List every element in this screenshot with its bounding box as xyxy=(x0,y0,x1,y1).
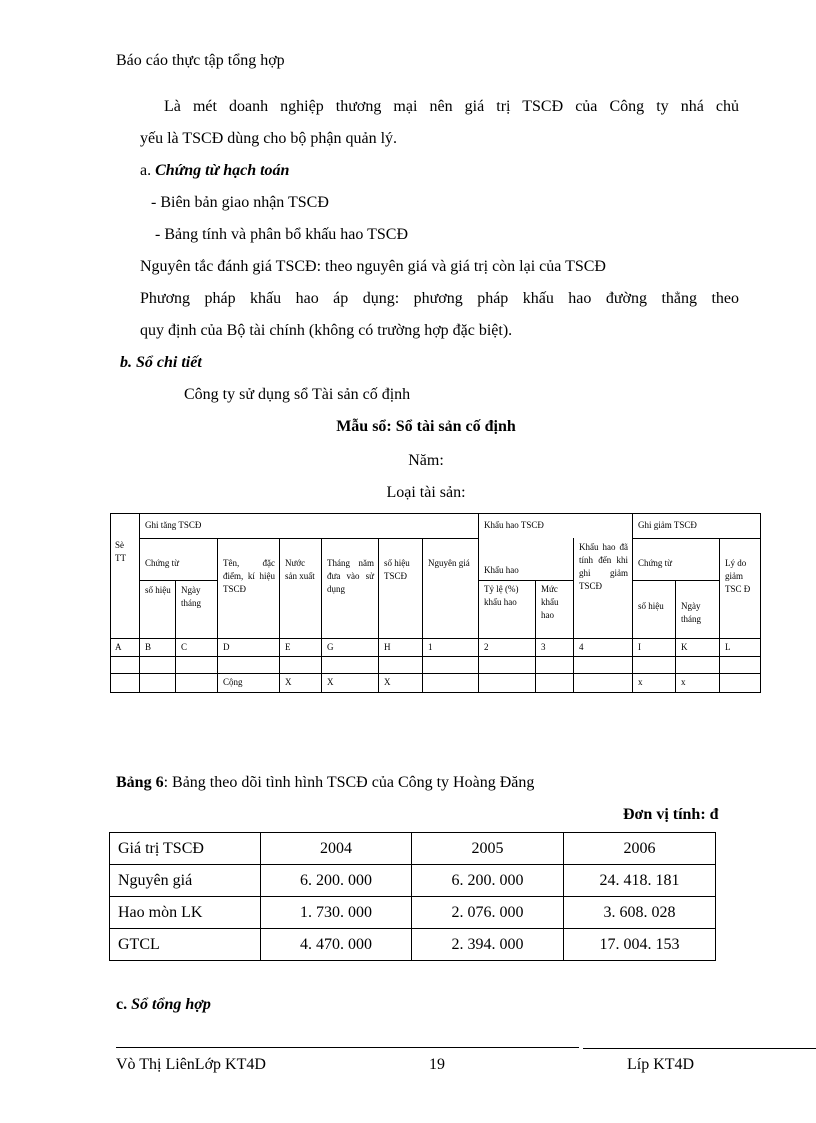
section-a-heading xyxy=(140,161,289,181)
header-cell: 2006 xyxy=(564,833,716,865)
table6-caption-label: Bảng 6 xyxy=(116,774,164,791)
value-cell: 17. 004. 153 xyxy=(564,929,716,961)
header-cell: Giá trị TSCĐ xyxy=(110,833,261,865)
col-voucher-no: số hiệu xyxy=(145,585,171,595)
footer-rule-right xyxy=(583,1048,816,1049)
value-cell: 4. 470. 000 xyxy=(261,929,412,961)
group-decrease: Ghi giảm TSCĐ xyxy=(638,520,697,530)
code-cell: A xyxy=(115,642,122,652)
table-header-row xyxy=(110,833,716,865)
bullet-item: - Biên bản giao nhận TSCĐ xyxy=(151,194,329,211)
group-increase: Ghi tăng TSCĐ xyxy=(145,520,202,530)
code-cell: K xyxy=(681,642,688,652)
unit-label: Đơn vị tính: đ xyxy=(623,806,719,823)
col-dep-rate: Tỷ lệ (%) khấu hao xyxy=(484,584,519,607)
section-c-prefix: c. xyxy=(116,996,128,1013)
col-name: Tên, đặc điểm, kí hiệu TSCĐ xyxy=(223,558,275,594)
x-mark: X xyxy=(285,677,292,687)
value-cell: 6. 200. 000 xyxy=(412,865,564,897)
bullet-item: - Bảng tính và phân bổ khấu hao TSCĐ xyxy=(155,226,409,243)
col-asset-no: số hiệu TSCĐ xyxy=(384,558,410,581)
col-voucher: Chứng từ xyxy=(145,558,180,568)
value-cell: 2. 076. 000 xyxy=(412,897,564,929)
x-mark: X xyxy=(327,677,334,687)
col-dep-accum: Khấu hao đã tính đến khi ghi giảm TSCĐ xyxy=(579,542,628,591)
x-mark: X xyxy=(384,677,391,687)
code-cell: 1 xyxy=(428,642,433,652)
paragraph-line: quy định của Bộ tài chính (không có trường hợp đặc biệt). xyxy=(140,322,513,339)
code-cell: 2 xyxy=(484,642,489,652)
col-dep-amount: Mức khấu hao xyxy=(541,584,559,620)
paragraph-line: Nguyên tắc đánh giá TSCĐ: theo nguyên giá và giá trị còn lại của TSCĐ xyxy=(140,258,606,275)
section-b-heading: b. Sổ chi tiết xyxy=(120,354,202,371)
code-cell: 4 xyxy=(579,642,584,652)
value-cell: 3. 608. 028 xyxy=(564,897,716,929)
row-label: GTCL xyxy=(110,929,261,961)
group-depreciation: Khấu hao TSCĐ xyxy=(484,520,544,530)
col-cost: Nguyên giá xyxy=(428,558,470,568)
col-country: Nước sản xuất xyxy=(285,558,315,581)
header-cell: 2005 xyxy=(412,833,564,865)
code-cell: C xyxy=(181,642,188,652)
value-cell: 1. 730. 000 xyxy=(261,897,412,929)
x-mark: x xyxy=(638,677,643,687)
form-asset-type: Loại tài sản: xyxy=(386,484,466,501)
row-label: Nguyên giá xyxy=(110,865,261,897)
code-cell: 3 xyxy=(541,642,546,652)
paragraph-line: Công ty sử dụng sổ Tài sản cố định xyxy=(184,386,411,403)
col-month-used: Tháng năm đưa vào sử dụng xyxy=(327,558,374,594)
col-dec-voucher: Chứng từ xyxy=(638,558,673,568)
table6-caption xyxy=(116,773,534,793)
col-depreciation: Khấu hao xyxy=(484,565,519,575)
footer-author: Vò Thị LiênLớp KT4D xyxy=(116,1056,266,1073)
footer-page-number: 19 xyxy=(429,1056,445,1073)
col-seq: Sè TT xyxy=(115,540,126,563)
paragraph-line: Phương pháp khấu hao áp dụng: phương pháp khấu hao đường thẳng theo xyxy=(140,290,739,307)
asset-summary-table xyxy=(109,832,716,961)
col-voucher-date: Ngày tháng xyxy=(181,585,201,608)
form-year: Năm: xyxy=(408,452,444,469)
code-cell: G xyxy=(327,642,334,652)
col-dec-reason: Lý do giảm TSC Đ xyxy=(725,558,751,594)
footer-class: Líp KT4D xyxy=(627,1056,695,1073)
code-cell: D xyxy=(223,642,230,652)
table-row xyxy=(110,929,716,961)
value-cell: 2. 394. 000 xyxy=(412,929,564,961)
code-cell: B xyxy=(145,642,152,652)
code-cell: L xyxy=(725,642,731,652)
paragraph-line: Là mét doanh nghiệp thương mại nên giá trị TSCĐ của Công ty nhá chủ xyxy=(164,98,739,115)
col-dec-no: số hiệu xyxy=(638,601,664,611)
value-cell: 24. 418. 181 xyxy=(564,865,716,897)
table-row xyxy=(110,865,716,897)
fixed-asset-ledger-table xyxy=(110,513,761,693)
code-cell: E xyxy=(285,642,291,652)
paragraph-line: yếu là TSCĐ dùng cho bộ phận quản lý. xyxy=(140,130,398,147)
code-cell: H xyxy=(384,642,391,652)
section-c-heading xyxy=(116,995,211,1015)
value-cell: 6. 200. 000 xyxy=(261,865,412,897)
table6-caption-text: : Bảng theo dõi tình hình TSCĐ của Công ty Hoàng Đăng xyxy=(163,774,535,791)
section-a-prefix: a. xyxy=(140,162,152,179)
code-cell: I xyxy=(638,642,641,652)
col-dec-date: Ngày tháng xyxy=(681,601,701,624)
form-title: Mẫu sổ: Sổ tài sản cố định xyxy=(336,418,516,435)
total-label: Cộng xyxy=(223,677,243,687)
header-cell: 2004 xyxy=(261,833,412,865)
table-row xyxy=(110,897,716,929)
running-header: Báo cáo thực tập tổng hợp xyxy=(116,52,285,69)
x-mark: x xyxy=(681,677,686,687)
row-label: Hao mòn LK xyxy=(110,897,261,929)
footer-rule-left xyxy=(116,1047,579,1048)
section-a-title: Chứng từ hạch toán xyxy=(155,162,290,179)
section-c-title: Sổ tổng hợp xyxy=(131,996,211,1013)
